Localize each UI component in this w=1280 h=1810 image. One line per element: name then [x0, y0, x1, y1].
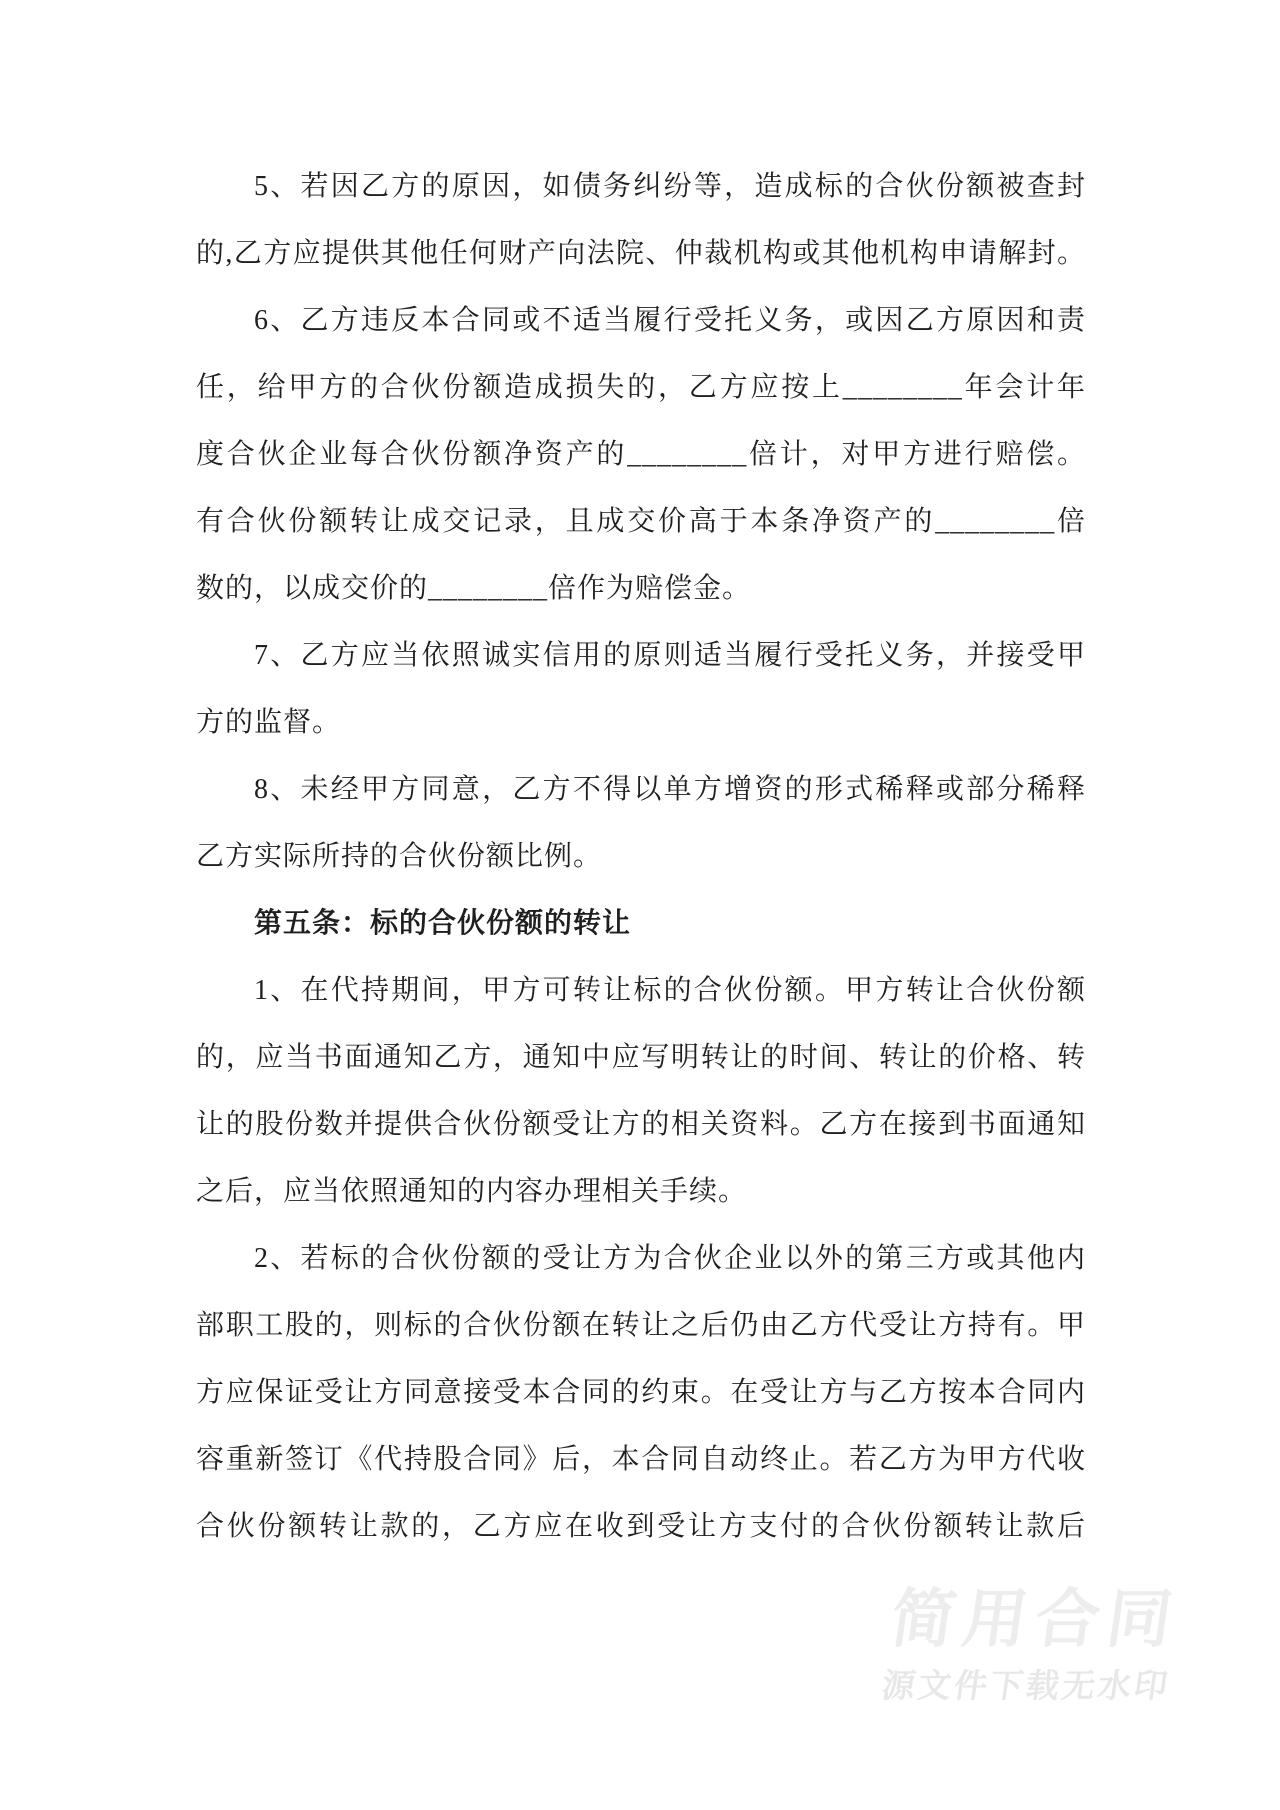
watermark-subtitle: 源文件下载无水印: [879, 1667, 1173, 1704]
text-line: 有合伙份额转让成交记录，且成交价高于本条净资产的________倍: [196, 506, 1086, 537]
text-line: 方的监督。: [196, 707, 342, 738]
text-line: 乙方实际所持的合伙份额比例。: [196, 841, 603, 872]
text-line: 8、未经甲方同意，乙方不得以单方增资的形式稀释或部分稀释: [254, 774, 1086, 805]
contract-text: [196, 153, 1086, 1560]
text-line: 7、乙方应当依照诚实信用的原则适当履行受托义务，并接受甲: [254, 640, 1086, 671]
text-line: 容重新签订《代持股合同》后，本合同自动终止。若乙方为甲方代收: [196, 1444, 1086, 1475]
text-line: 让的股份数并提供合伙份额受让方的相关资料。乙方在接到书面通知: [196, 1109, 1086, 1140]
section-heading: 第五条：标的合伙份额的转让: [254, 908, 632, 939]
watermark-title: 简用合同: [886, 1583, 1185, 1655]
text-line: 1、在代持期间，甲方可转让标的合伙份额。甲方转让合伙份额: [254, 975, 1086, 1006]
text-line: 合伙份额转让款的，乙方应在收到受让方支付的合伙份额转让款后: [196, 1511, 1086, 1542]
text-line: 6、乙方违反本合同或不适当履行受托义务，或因乙方原因和责: [254, 305, 1086, 336]
text-line: 度合伙企业每合伙份额净资产的________倍计，对甲方进行赔偿。: [196, 439, 1086, 470]
text-line: 的，应当书面通知乙方，通知中应写明转让的时间、转让的价格、转: [196, 1042, 1086, 1073]
text-line: 数的，以成交价的________倍作为赔偿金。: [196, 573, 752, 604]
watermark: [880, 1584, 1185, 1704]
text-line: 任，给甲方的合伙份额造成损失的，乙方应按上________年会计年: [196, 372, 1086, 403]
text-line: 之后，应当依照通知的内容办理相关手续。: [196, 1176, 748, 1207]
text-line: 5、若因乙方的原因，如债务纠纷等，造成标的合伙份额被查封: [254, 171, 1086, 202]
text-line: 方应保证受让方同意接受本合同的约束。在受让方与乙方按本合同内: [196, 1377, 1086, 1408]
text-line: 的,乙方应提供其他任何财产向法院、仲裁机构或其他机构申请解封。: [196, 238, 1086, 269]
text-line: 部职工股的，则标的合伙份额在转让之后仍由乙方代受让方持有。甲: [196, 1310, 1086, 1341]
text-line: 2、若标的合伙份额的受让方为合伙企业以外的第三方或其他内: [254, 1243, 1086, 1274]
